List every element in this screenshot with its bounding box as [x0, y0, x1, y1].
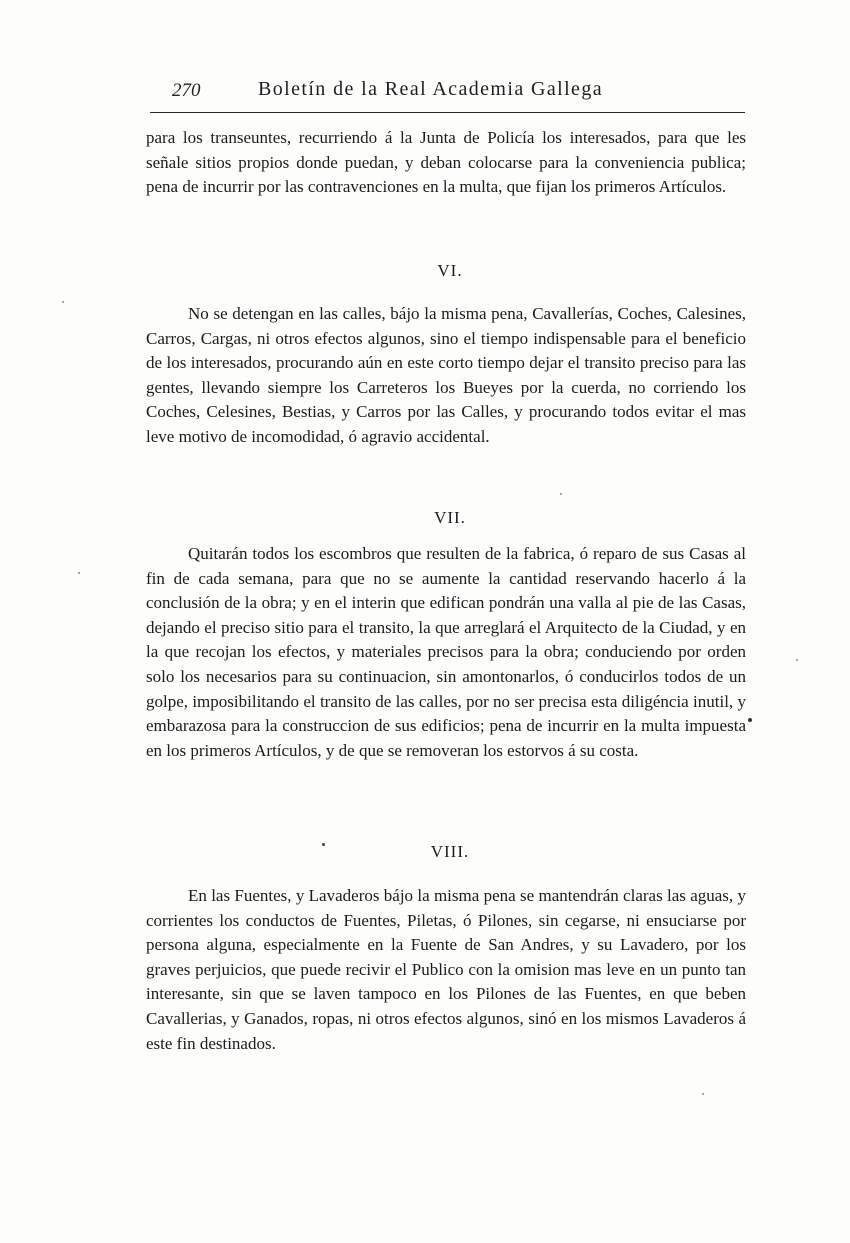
scan-speck: [796, 659, 798, 661]
scan-speck: [62, 301, 64, 303]
section-heading-vii: VII.: [434, 508, 466, 527]
paragraph-text: En las Fuentes, y Lavaderos bájo la misma pena se mantendrán claras las aguas, y corrientes los conductos de Fuentes, Piletas, ó Pilones, sin cegarse, ni ensuciarse por persona alguna, especialmente en la Fuente de San Andres, y su Lavadero, por los graves perjuicios, que puede recivir el Publico con la omision mas leve en un punto tan interesante, sin que se laven tampoco en los Pilones de las Fuentes, en que beben Cavallerias, y Ganados, ropas, ni otros efectos algunos, sinó en los mismos Lavaderos á este fin destinados.: [146, 886, 746, 1053]
paragraph-text: Quitarán todos los escombros que resulten de la fabrica, ó reparo de sus Casas al fin de cada semana, para que no se aumente la cantidad reservando hacerlo á la conclusión de la obra; y en el interin que edifican pondrán una valla al pie de las Casas, dejando el preciso sitio para el transito, la que arreglará el Arquitecto de la Ciudad, y en la que recojan los efectos, y materiales precisos para la obra; conduciendo por orden solo los necesarios para su continuacion, sin amontonarlos, ó conducirlos todos de un golpe, imposibilitando el transito de las calles, por no ser precisa esta diligéncia inutil, y embarazosa para la construccion de sus edificios; pena de incurrir en la multa impuesta en los primeros Artículos, y de que se removeran los estorvos á su costa.: [146, 544, 746, 760]
scan-speck: [322, 843, 325, 846]
paragraph-text: para los transeuntes, recurriendo á la Junta de Policía los interesados, para que les señale sitios propios donde puedan, y deban colocarse para la conveniencia publica; pena de incurrir por las contravenciones en la multa, que fijan los primeros Artículos.: [146, 128, 746, 197]
scan-speck: [702, 1093, 704, 1095]
section-vi-body: [146, 302, 746, 450]
section-viii-body: [146, 884, 746, 1056]
section-heading-vi: VI.: [437, 261, 463, 280]
journal-title: Boletín de la Real Academia Gallega: [258, 78, 603, 100]
section-vii-body: [146, 542, 746, 763]
scan-speck: [78, 572, 80, 574]
scan-speck: [748, 718, 752, 722]
intro-paragraph: [146, 126, 746, 200]
running-header: [150, 76, 745, 113]
scan-speck: [560, 493, 562, 495]
section-heading-viii: VIII.: [430, 842, 470, 861]
paragraph-text: No se detengan en las calles, bájo la misma pena, Cavallerías, Coches, Calesines, Carros, Cargas, ni otros efectos algunos, sino el tiempo indispensable para el beneficio de los interesados, procurando aún en este corto tiempo dejar el transito preciso para las gentes, llevando siempre los Carreteros los Bueyes por la cuerda, no corriendo los Coches, Celesines, Bestias, y Carros por las Calles, y procurando todos evitar el mas leve motivo de incomodidad, ó agravio accidental.: [146, 304, 746, 446]
page-number: 270: [172, 80, 201, 101]
